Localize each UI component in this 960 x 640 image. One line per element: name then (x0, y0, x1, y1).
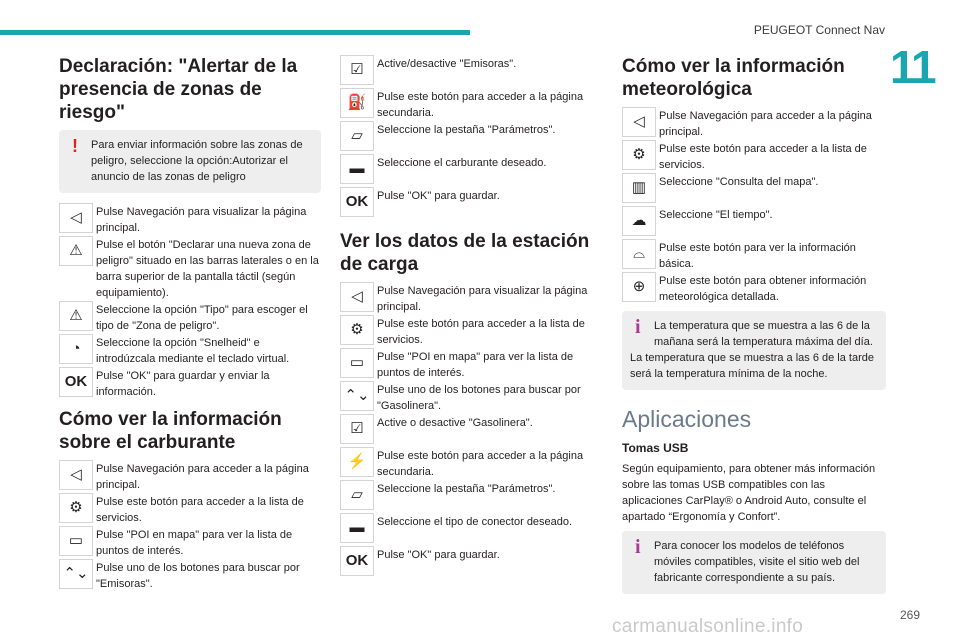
warning-triangle-icon: ⚠ (59, 301, 93, 331)
step-fuel-params: ▱ Seleccione la pestaña "Parámetros". (340, 121, 602, 154)
step-station-search: ⌃⌄ Pulse uno de los botones para buscar por "Gasolinera". (340, 381, 602, 414)
list-item-icon: ▬ (340, 513, 374, 543)
usb-paragraph: Según equipamiento, para obtener más información sobre las tomas USB compatibles con las aplicaciones CarPlay® o Android Auto, consulte el apartado “Ergonomía y Confort”. (622, 463, 876, 523)
navigation-icon: ◁ (622, 107, 656, 137)
step-select-connector: ▬ Seleccione el tipo de conector deseado. (340, 513, 602, 546)
info-note-phones: i Para conocer los modelos de teléfonos móviles compatibles, visite el sitio web del fabricante correspondiente a su país. (622, 531, 886, 594)
column-1 (59, 55, 321, 592)
step-toggle-stations: ☑ Active/desactive "Emisoras". (340, 55, 602, 88)
heading-fuel-info: Cómo ver la información sobre el carburante (59, 409, 282, 453)
checkbox-icon: ☑ (340, 55, 374, 85)
step-navigation: ◁ Pulse Navegación para visualizar la página principal. (59, 203, 321, 236)
step-speed: ◔ Seleccione la opción "Snelheid" e introdúzcala mediante el teclado virtual. (59, 334, 321, 367)
step-select-fuel: ▬ Seleccione el carburante deseado. (340, 154, 602, 187)
services-icon: ⚙ (340, 315, 374, 345)
poi-map-icon: ▭ (340, 348, 374, 378)
navigation-icon: ◁ (59, 460, 93, 490)
step-station-services: ⚙ Pulse este botón para acceder a la lista de servicios. (340, 315, 602, 348)
services-icon: ⚙ (59, 493, 93, 523)
tab-icon: ▱ (340, 480, 374, 510)
warning-icon: ! (72, 136, 78, 156)
step-station-toggle: ☑ Active o desactive "Gasolinera". (340, 414, 602, 447)
step-station-poi: ▭ Pulse "POI en mapa" para ver la lista de puntos de interés. (340, 348, 602, 381)
step-station-params: ▱ Seleccione la pestaña "Parámetros". (340, 480, 602, 513)
column-2 (340, 55, 602, 579)
step-fuel-secondary: ⛽ Pulse este botón para acceder a la página secundaria. (340, 88, 602, 121)
step-fuel-poi: ▭ Pulse "POI en mapa" para ver la lista de puntos de interés. (59, 526, 321, 559)
chevron-up-down-icon: ⌃⌄ (59, 559, 93, 589)
step-weather-basic: ⌓ Pulse este botón para ver la información básica. (622, 239, 886, 272)
navigation-icon: ◁ (59, 203, 93, 233)
weather-basic-icon: ⌓ (622, 239, 656, 269)
step-weather: ☁ Seleccione "El tiempo". (622, 206, 886, 239)
step-weather-detail: ⊕ Pulse este botón para obtener información meteorológica detallada. (622, 272, 886, 305)
heading-usb: Tomas USB (622, 441, 689, 455)
watermark: carmanualsonline.info (612, 616, 804, 637)
heading-charging-station: Ver los datos de la estación de carga (340, 231, 590, 275)
heading-danger-zone: Declaración: "Alertar de la presencia de zonas de riesgo" (59, 56, 298, 123)
step-declare-zone: ⚠ Pulse el botón "Declarar una nueva zona de peligro" situado en las barras laterales o en la barra superior de la pantalla táctil (según equipamiento). (59, 236, 321, 301)
step-fuel-ok: OK Pulse "OK" para guardar. (340, 187, 602, 220)
info-icon: i (635, 536, 641, 558)
info-icon: i (635, 316, 641, 338)
map-icon: ▥ (622, 173, 656, 203)
plus-circle-icon: ⊕ (622, 272, 656, 302)
column-3 (622, 55, 886, 604)
ok-icon: OK (340, 546, 374, 576)
page-number: 269 (899, 608, 920, 622)
services-icon: ⚙ (622, 140, 656, 170)
step-fuel-services: ⚙ Pulse este botón para acceder a la lista de servicios. (59, 493, 321, 526)
warning-triangle-icon: ⚠ (59, 236, 93, 266)
info-note-temperature: i La temperatura que se muestra a las 6 de la mañana será la temperatura máxima del día. La temperatura que se muestra a las 6 de la tarde será la temperatura mínima de la noche. (622, 311, 886, 390)
chapter-number: 11 (890, 41, 935, 93)
chevron-up-down-icon: ⌃⌄ (340, 381, 374, 411)
header-accent-bar (0, 30, 470, 35)
warning-note: ! Para enviar información sobre las zonas de peligro, seleccione la opción:Autorizar el anuncio de las zonas de peligro (59, 130, 321, 193)
heading-applications: Aplicaciones (622, 406, 752, 432)
step-weather-navigation: ◁ Pulse Navegación para acceder a la página principal. (622, 107, 886, 140)
ok-icon: OK (340, 187, 374, 217)
step-weather-services: ⚙ Pulse este botón para acceder a la lista de servicios. (622, 140, 886, 173)
step-station-secondary: ⚡ Pulse este botón para acceder a la página secundaria. (340, 447, 602, 480)
list-item-icon: ▬ (340, 154, 374, 184)
running-title: PEUGEOT Connect Nav (753, 23, 885, 37)
step-type: ⚠ Seleccione la opción "Tipo" para escoger el tipo de "Zona de peligro". (59, 301, 321, 334)
step-map-consult: ▥ Seleccione "Consulta del mapa". (622, 173, 886, 206)
step-ok-send: OK Pulse "OK" para guardar y enviar la información. (59, 367, 321, 400)
step-station-ok: OK Pulse "OK" para guardar. (340, 546, 602, 579)
charging-plug-icon: ⚡ (340, 447, 374, 477)
tab-icon: ▱ (340, 121, 374, 151)
checkbox-icon: ☑ (340, 414, 374, 444)
fuel-pump-icon: ⛽ (340, 88, 374, 118)
poi-map-icon: ▭ (59, 526, 93, 556)
navigation-icon: ◁ (340, 282, 374, 312)
step-fuel-search: ⌃⌄ Pulse uno de los botones para buscar por "Emisoras". (59, 559, 321, 592)
ok-icon: OK (59, 367, 93, 397)
step-fuel-navigation: ◁ Pulse Navegación para acceder a la página principal. (59, 460, 321, 493)
heading-weather: Cómo ver la información meteorológica (622, 56, 845, 100)
weather-icon: ☁ (622, 206, 656, 236)
speedometer-icon: ◔ (59, 334, 93, 364)
step-station-navigation: ◁ Pulse Navegación para visualizar la página principal. (340, 282, 602, 315)
